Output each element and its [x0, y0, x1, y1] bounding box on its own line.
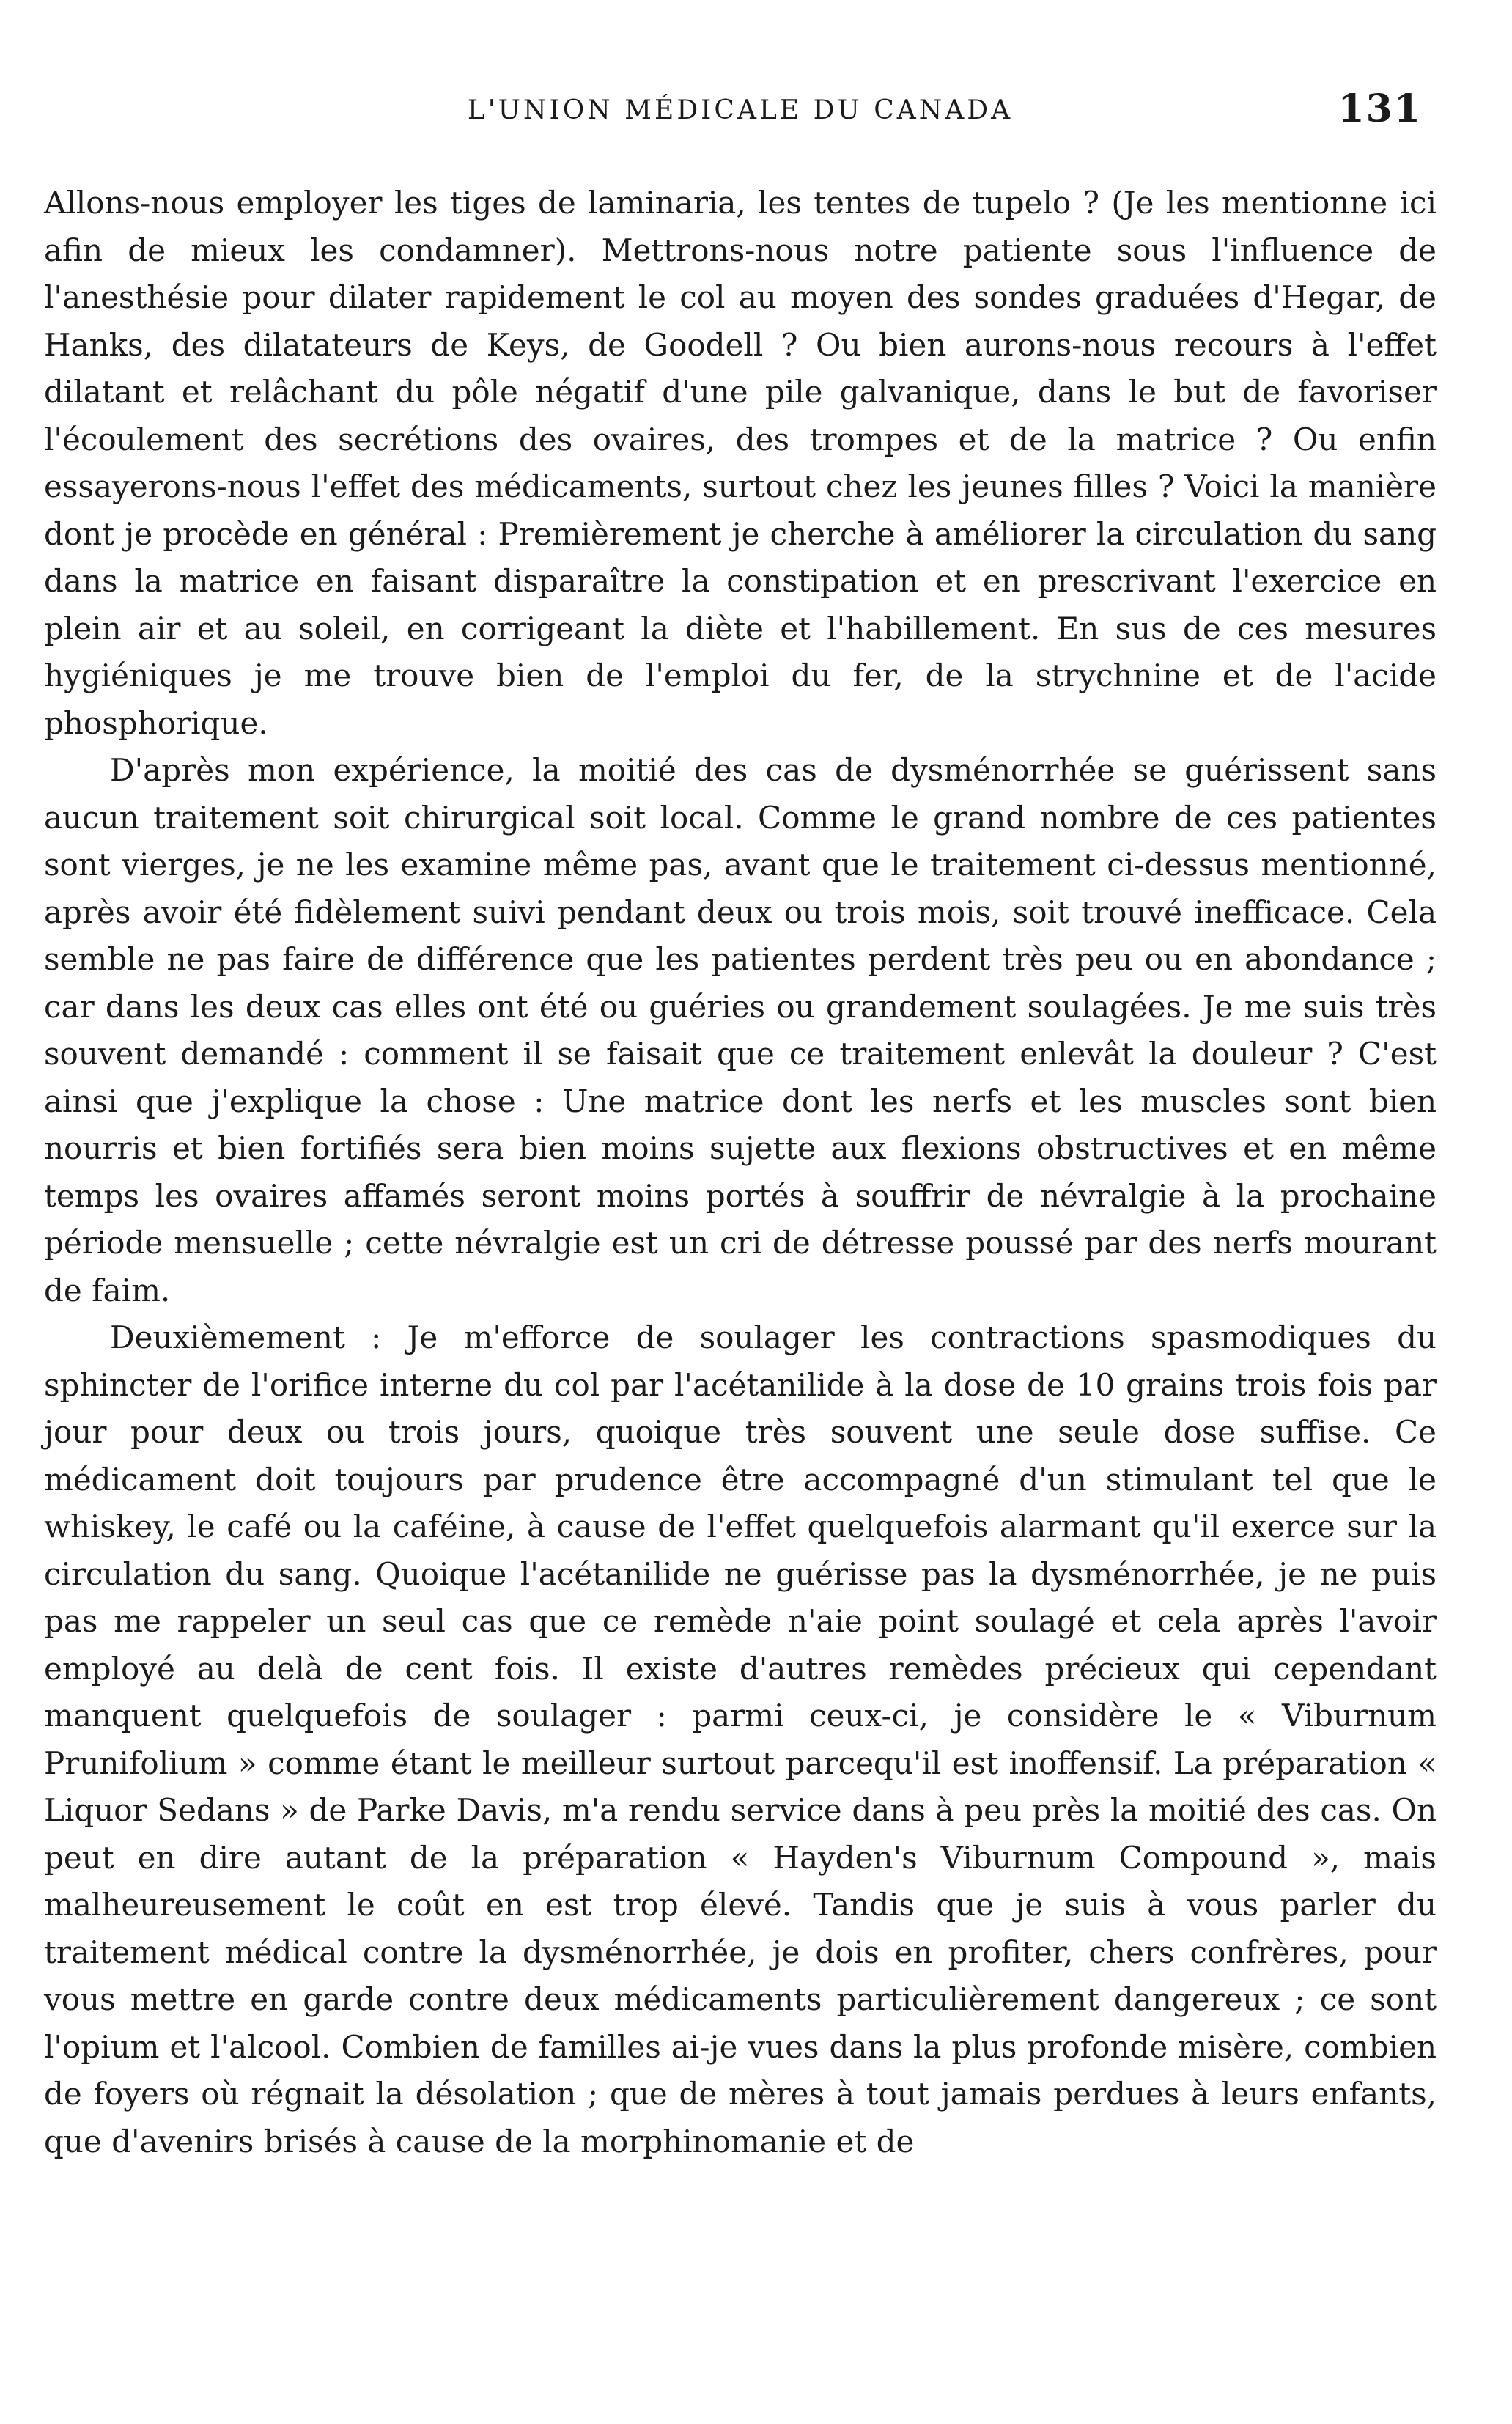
paragraph-2: D'après mon expérience, la moitié des cas de dysménorrhée se guérissent sans aucun traitement soit chirurgical soit local. Comme le grand nombre de ces patientes sont vierges, je ne les examine même pas, avant que le traitement ci-dessus mentionné, après avoir été fidèlement suivi pendant deux ou trois mois, soit trouvé inefficace. Cela semble ne pas faire de différence que les patientes perdent très peu ou en abondance ; car dans les deux cas elles ont été ou guéries ou grandement soulagées. Je me suis très souvent demandé : comment il se faisait que ce traitement enlevât la douleur ? C'est ainsi que j'explique la chose : Une matrice dont les nerfs et les muscles sont bien nourris et bien fortifiés sera bien moins sujette aux flexions obstructives et en même temps les ovaires affamés seront moins portés à souffrir de névralgie à la prochaine période mensuelle ; cette névralgie est un cri de détresse poussé par des nerfs mourant de faim. [44, 752, 1437, 1308]
running-header [44, 81, 1437, 147]
journal-title: L'UNION MÉDICALE DU CANADA [467, 95, 1014, 125]
page-number: 131 [1338, 86, 1422, 131]
body-text [44, 180, 1437, 2165]
document-page [44, 81, 1437, 2368]
paragraph-1: Allons-nous employer les tiges de laminaria, les tentes de tupelo ? (Je les mentionne ici afin de mieux les condamner). Mettrons-nous notre patiente sous l'influence de l'anesthésie pour dilater rapidement le col au moyen des sondes graduées d'Hegar, de Hanks, des dilatateurs de Keys, de Goodell ? Ou bien aurons-nous recours à l'effet dilatant et relâchant du pôle négatif d'une pile galvanique, dans le but de favoriser l'écoulement des secrétions des ovaires, des trompes et de la matrice ? Ou enfin essayerons-nous l'effet des médicaments, surtout chez les jeunes filles ? Voici la manière dont je procède en général : Premièrement je cherche à améliorer la circulation du sang dans la matrice en faisant disparaître la constipation et en prescrivant l'exercice en plein air et au soleil, en corrigeant la diète et l'habillement. En sus de ces mesures hygiéniques je me trouve bien de l'emploi du fer, de la strychnine et de l'acide phosphorique. [44, 185, 1437, 741]
paragraph-3: Deuxièmement : Je m'efforce de soulager les contractions spasmodiques du sphincter de l'orifice interne du col par l'acétanilide à la dose de 10 grains trois fois par jour pour deux ou trois jours, quoique très souvent une seule dose suffise. Ce médicament doit toujours par prudence être accompagné d'un stimulant tel que le whiskey, le café ou la caféine, à cause de l'effet quelquefois alarmant qu'il exerce sur la circulation du sang. Quoique l'acétanilide ne guérisse pas la dysménorrhée, je ne puis pas me rappeler un seul cas que ce remède n'aie point soulagé et cela après l'avoir employé au delà de cent fois. Il existe d'autres remèdes précieux qui cependant manquent quelquefois de soulager : parmi ceux-ci, je considère le « Viburnum Prunifolium » comme étant le meilleur surtout parcequ'il est inoffensif. La préparation « Liquor Sedans » de Parke Davis, m'a rendu service dans à peu près la moitié des cas. On peut en dire autant de la préparation « Hayden's Viburnum Compound », mais malheureusement le coût en est trop élevé. Tandis que je suis à vous parler du traitement médical contre la dysménorrhée, je dois en profiter, chers confrères, pour vous mettre en garde contre deux médicaments particulièrement dangereux ; ce sont l'opium et l'alcool. Combien de familles ai-je vues dans la plus profonde misère, combien de foyers où régnait la désolation ; que de mères à tout jamais perdues à leurs enfants, que d'avenirs brisés à cause de la morphinomanie et de [44, 1319, 1437, 2159]
